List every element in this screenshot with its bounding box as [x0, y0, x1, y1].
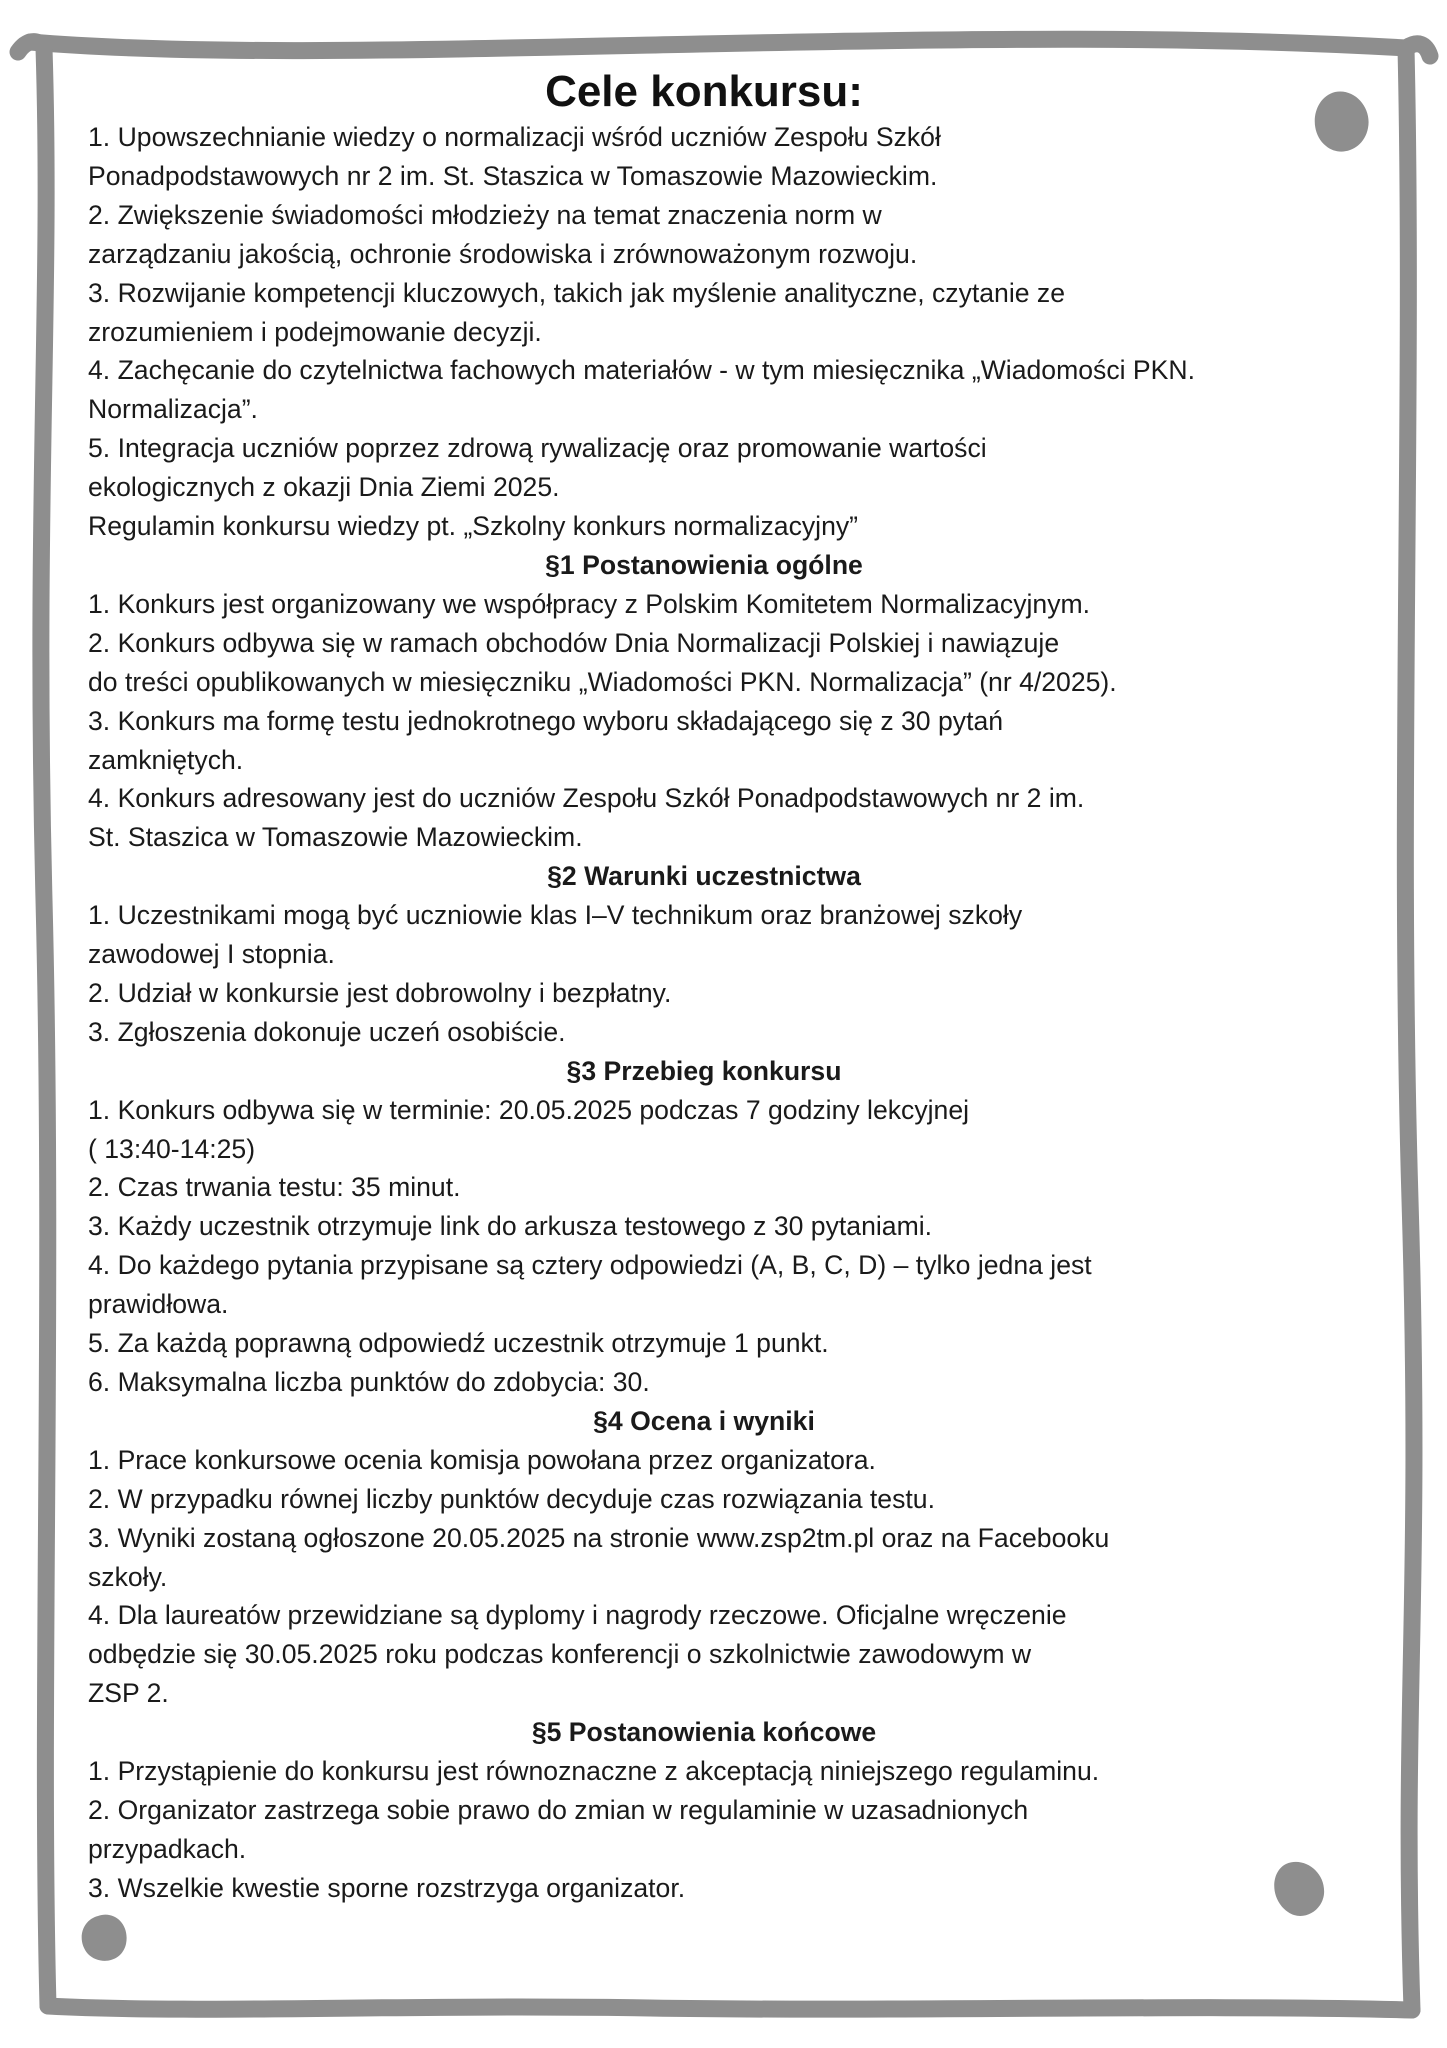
text-line: zarządzaniu jakością, ochronie środowiska i zrównoważonym rozwoju.	[88, 238, 918, 269]
text-line: 2. Zwiększenie świadomości młodzieży na temat znaczenia norm w	[88, 199, 882, 230]
document-title: Cele konkursu:	[545, 67, 863, 116]
text-line: 4. Konkurs adresowany jest do uczniów Zespołu Szkół Ponadpodstawowych nr 2 im.	[88, 783, 1085, 814]
text-line: Ponadpodstawowych nr 2 im. St. Staszica w Tomaszowie Mazowieckim.	[88, 160, 938, 191]
text-line: St. Staszica w Tomaszowie Mazowieckim.	[88, 822, 583, 853]
text-line: 3. Zgłoszenia dokonuje uczeń osobiście.	[88, 1016, 566, 1047]
text-line: 5. Integracja uczniów poprzez zdrową rywalizację oraz promowanie wartości	[88, 433, 987, 464]
text-line: szkoły.	[88, 1561, 168, 1592]
text-line: ekologicznych z okazji Dnia Ziemi 2025.	[88, 472, 560, 503]
text-line: 4. Do każdego pytania przypisane są cztery odpowiedzi (A, B, C, D) – tylko jedna jest	[88, 1250, 1092, 1281]
text-line: 3. Wszelkie kwestie sporne rozstrzyga organizator.	[88, 1872, 686, 1903]
text-line: 1. Przystąpienie do konkursu jest równoznaczne z akceptacją niniejszego regulaminu.	[88, 1756, 1100, 1787]
frame-left-edge	[41, 48, 48, 2006]
text-line: 3. Każdy uczestnik otrzymuje link do arkusza testowego z 30 pytaniami.	[88, 1211, 933, 1242]
text-line: 2. Organizator zastrzega sobie prawo do zmian w regulaminie w uzasadnionych	[88, 1794, 1029, 1825]
text-line: zawodowej I stopnia.	[88, 939, 335, 970]
text-line: Normalizacja”.	[88, 394, 258, 425]
text-line: 1. Konkurs odbywa się w terminie: 20.05.2025 podczas 7 godziny lekcyjnej	[88, 1094, 970, 1125]
text-line: 4. Zachęcanie do czytelnictwa fachowych materiałów - w tym miesięcznika „Wiadomości PKN.	[88, 355, 1195, 386]
text-line: 3. Wyniki zostaną ogłoszone 20.05.2025 na stronie www.zsp2tm.pl oraz na Facebooku	[88, 1522, 1110, 1553]
section-heading: §5 Postanowienia końcowe	[531, 1717, 877, 1748]
text-line: 2. Udział w konkursie jest dobrowolny i bezpłatny.	[88, 977, 672, 1008]
text-line: 2. Konkurs odbywa się w ramach obchodów Dnia Normalizacji Polskiej i nawiązuje	[88, 627, 1060, 658]
frame-top-edge	[30, 39, 1406, 50]
document-lines	[88, 118, 1320, 1908]
section-heading: §3 Przebieg konkursu	[566, 1055, 842, 1086]
text-line: zrozumieniem i podejmowanie decyzji.	[88, 316, 542, 347]
text-line: 6. Maksymalna liczba punktów do zdobycia: 30.	[88, 1367, 650, 1397]
text-line: prawidłowa.	[88, 1289, 229, 1320]
text-line: 4. Dla laureatów przewidziane są dyplomy i nagrody rzeczowe. Oficjalne wręczenie	[88, 1600, 1067, 1631]
text-line: ZSP 2.	[88, 1678, 169, 1709]
corner-blob-top-right	[1315, 91, 1369, 151]
frame-bottom-edge	[48, 2006, 1412, 2010]
text-line: odbędzie się 30.05.2025 roku podczas konferencji o szkolnictwie zawodowym w	[88, 1639, 1032, 1670]
section-heading: §4 Ocena i wyniki	[593, 1405, 815, 1436]
text-line: 5. Za każdą poprawną odpowiedź uczestnik otrzymuje 1 punkt.	[88, 1328, 829, 1359]
section-heading: §1 Postanowienia ogólne	[545, 549, 863, 580]
text-line: 1. Konkurs jest organizowany we współpracy z Polskim Komitetem Normalizacyjnym.	[88, 588, 1091, 619]
text-line: ( 13:40-14:25)	[88, 1133, 256, 1164]
text-line: Regulamin konkursu wiedzy pt. „Szkolny konkurs normalizacyjny”	[88, 511, 859, 542]
text-line: zamkniętych.	[88, 744, 244, 775]
text-line: 2. W przypadku równej liczby punktów decyduje czas rozwiązania testu.	[88, 1483, 935, 1514]
text-line: 1. Uczestnikami mogą być uczniowie klas I–V technikum oraz branżowej szkoły	[88, 900, 1023, 931]
corner-blob-bottom-left	[82, 1915, 127, 1961]
text-line: 3. Rozwijanie kompetencji kluczowych, takich jak myślenie analityczne, czytanie ze	[88, 277, 1066, 308]
text-line: 1. Upowszechnianie wiedzy o normalizacji wśród uczniów Zespołu Szkół	[88, 122, 941, 152]
document-body	[88, 62, 1320, 1908]
text-line: 3. Konkurs ma formę testu jednokrotnego wyboru składającego się z 30 pytań	[88, 705, 1004, 736]
section-heading: §2 Warunki uczestnictwa	[547, 861, 861, 892]
frame-right-edge	[1405, 48, 1414, 2010]
text-line: do treści opublikowanych w miesięczniku „Wiadomości PKN. Normalizacja” (nr 4/2025).	[88, 666, 1117, 697]
text-line: 1. Prace konkursowe ocenia komisja powołana przez organizatora.	[88, 1444, 876, 1475]
text-line: przypadkach.	[88, 1833, 247, 1864]
text-line: 2. Czas trwania testu: 35 minut.	[88, 1172, 461, 1203]
